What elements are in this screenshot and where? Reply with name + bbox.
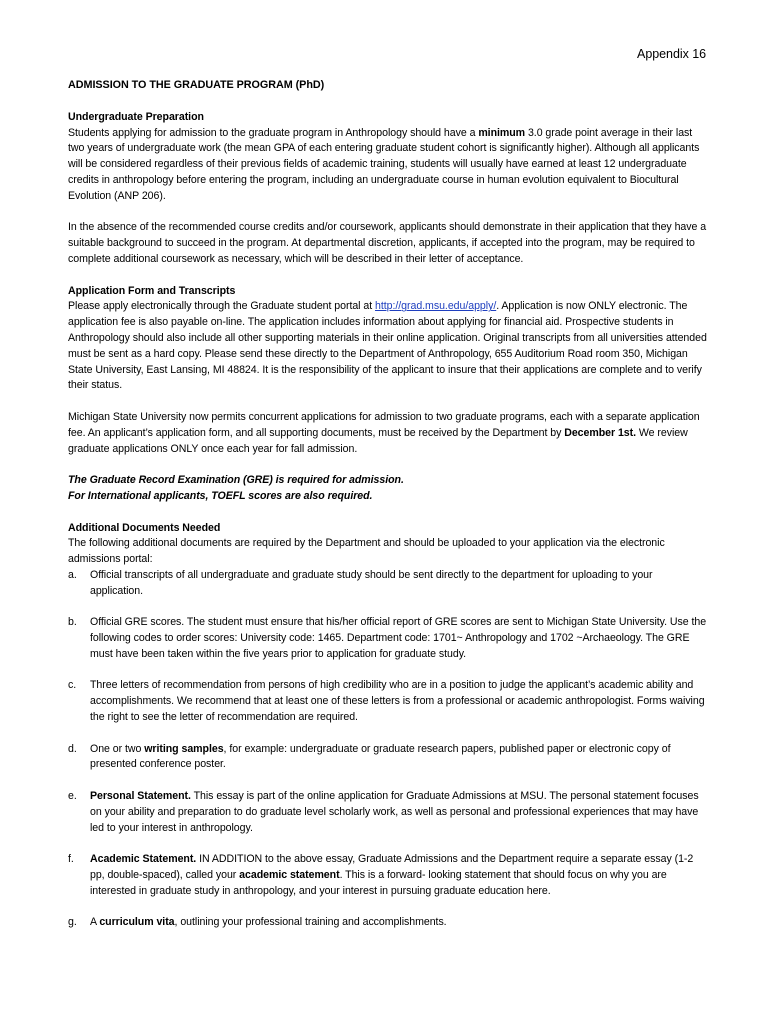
text-run: , outlining your professional training and accomplishments. xyxy=(174,916,447,929)
list-marker: f. xyxy=(68,853,74,866)
list-item-text xyxy=(90,742,708,774)
bold-deadline: December 1st. xyxy=(564,426,637,439)
bold-personal-statement: Personal Statement. xyxy=(90,790,191,803)
bold-academic-statement-term: academic statement xyxy=(239,869,340,882)
list-marker: d. xyxy=(68,742,77,755)
document-body xyxy=(68,46,708,947)
list-item xyxy=(68,615,708,662)
undergraduate-paragraph-2: In the absence of the recommended course credits and/or coursework, applicants should demonstrate in their application that they have a suitable background to succeed in the program. At departmental discretion, applicants, if accepted into the program, may be required to complete additional coursework as necessary, which will be described in their letter of acceptance. xyxy=(68,221,707,265)
text-run: . Application is now ONLY electronic. The application fee is also payable on-line. The application includes information about applying for financial aid. Prospective students in Anthropology should also include all other supporting materials in their online application. Original transcripts from all universities attended must be sent as a hard copy. Please send these directly to the Department of Anthropology, 655 Auditorium Road room 350, Michigan State University, East Lansing, MI 48824. It is the responsibility of the applicant to insure that their applications are complete and to verify their status. xyxy=(68,300,707,392)
bold-writing-samples: writing samples xyxy=(144,742,224,755)
list-item-text: Official GRE scores. The student must ensure that his/her official report of GRE scores are sent to Michigan State University. Use the following codes to order scores: University code: 1465. Department code: 1701~ Anthropology and 1702 ~Archaeology. The GRE must have been taken within the five years prior to application for graduate study. xyxy=(90,616,707,660)
apply-portal-link[interactable]: http://grad.msu.edu/apply/ xyxy=(375,300,497,313)
text-run: Students applying for admission to the graduate program in Anthropology should have a xyxy=(68,126,479,139)
list-item xyxy=(68,915,708,931)
list-item xyxy=(68,678,708,725)
undergraduate-paragraph-2-block xyxy=(68,220,708,267)
list-item xyxy=(68,852,708,899)
application-form-heading: Application Form and Transcripts xyxy=(68,284,236,297)
text-run: . This is a forward- looking statement that should focus on why you are interested in graduate study in anthropology, and your interest in pursuing graduate education here. xyxy=(90,869,667,897)
text-run: , for example: undergraduate or graduate research papers, published paper or electronic copy of presented conference poster. xyxy=(90,742,671,771)
text-run: IN ADDITION to the above essay, Graduate Admissions and the Department require a separate essay (1-2 pp, double-spaced), called your xyxy=(90,853,694,882)
list-item-text: Official transcripts of all undergraduate and graduate study should be sent directly to the department for uploading to your application. xyxy=(90,568,653,597)
gre-requirement-notice xyxy=(68,473,708,505)
undergraduate-preparation-heading: Undergraduate Preparation xyxy=(68,110,204,123)
list-marker: g. xyxy=(68,916,77,929)
list-item-text xyxy=(90,915,708,931)
undergraduate-preparation-section xyxy=(68,110,708,205)
list-item xyxy=(68,789,708,836)
required-documents-list xyxy=(68,568,708,931)
gre-line-2: For International applicants, TOEFL scores are also required. xyxy=(68,489,373,502)
undergraduate-paragraph-1 xyxy=(68,126,708,205)
gre-line-1: The Graduate Record Examination (GRE) is required for admission. xyxy=(68,474,404,487)
additional-documents-intro: The following additional documents are required by the Department and should be uploaded to your application via the electronic admissions portal: xyxy=(68,537,665,566)
text-run: We review graduate applications ONLY once each year for fall admission. xyxy=(68,426,688,455)
text-run: One or two xyxy=(90,742,145,755)
list-marker: c. xyxy=(68,679,77,692)
bold-curriculum-vita: curriculum vita xyxy=(99,916,175,929)
page-title: ADMISSION TO THE GRADUATE PROGRAM (PhD) xyxy=(68,79,325,91)
bold-academic-statement: Academic Statement. xyxy=(90,853,197,866)
list-item-text xyxy=(90,852,708,899)
application-form-section xyxy=(68,284,708,395)
list-marker: e. xyxy=(68,790,77,803)
application-paragraph-2 xyxy=(68,410,708,457)
list-item-text xyxy=(90,789,708,836)
list-marker: a. xyxy=(68,568,77,581)
text-run: 3.0 grade point average in their last two years of undergraduate work (the mean GPA of each entering graduate student cohort is significantly higher). Although all applicants will be considered regardless of their previous fields of academic training, students will usually have earned at least 12 undergraduate credits in anthropology before entering the program, including an undergraduate course in human evolution equivalent to Biocultural Evolution (ANP 206). xyxy=(68,126,700,202)
application-paragraph-1 xyxy=(68,299,708,394)
text-run: This essay is part of the online application for Graduate Admissions at MSU. The personal statement focuses on your ability and preparation to do graduate level scholarly work, as well as personal and professional experiences that may have led to your interest in anthropology. xyxy=(90,790,699,834)
concurrent-applications-block xyxy=(68,410,708,457)
list-item xyxy=(68,742,708,774)
list-item-text: Three letters of recommendation from persons of high credibility who are in a position to judge the applicant’s academic ability and accomplishments. We recommend that at least one of these letters is from a professional or academic anthropologist. Forms waiving the right to see the letter of recommendation are required. xyxy=(90,679,705,724)
text-run: Please apply electronically through the Graduate student portal at xyxy=(68,300,376,313)
additional-documents-heading: Additional Documents Needed xyxy=(68,521,221,534)
additional-documents-section xyxy=(68,521,708,568)
text-run: Michigan State University now permits concurrent applications for admission to two graduate programs, each with a separate application fee. An applicant’s application form, and all supporting documents, must be received by the Department by xyxy=(68,410,700,439)
appendix-label: Appendix 16 xyxy=(637,47,706,61)
bold-minimum: minimum xyxy=(478,126,526,139)
list-item xyxy=(68,568,708,600)
list-marker: b. xyxy=(68,616,77,629)
text-run: A xyxy=(90,916,100,929)
